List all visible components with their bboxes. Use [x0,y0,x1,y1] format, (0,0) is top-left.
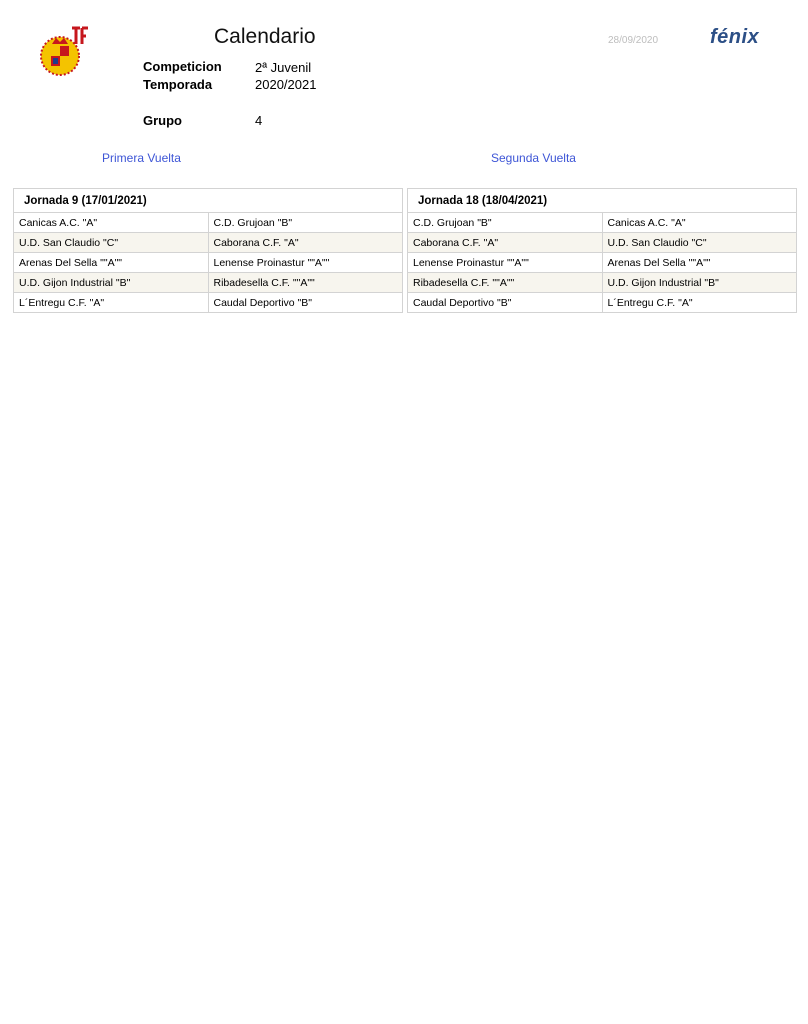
jornada-table-segunda [407,188,797,313]
jornada-title: Jornada 18 (18/04/2021) [408,189,797,213]
away-team: U.D. San Claudio "C" [602,233,797,253]
segunda-vuelta-link[interactable]: Segunda Vuelta [491,151,576,165]
primera-vuelta-link[interactable]: Primera Vuelta [102,151,181,165]
home-team: Canicas A.C. "A" [14,213,209,233]
temporada-label: Temporada [143,77,213,92]
grupo-value: 4 [255,113,263,128]
away-team: U.D. Gijon Industrial "B" [602,273,797,293]
home-team: Caborana C.F. "A" [408,233,603,253]
away-team: Canicas A.C. "A" [602,213,797,233]
home-team: Lenense Proinastur ""A"" [408,253,603,273]
competicion-value: 2ª Juvenil [255,60,312,75]
table-row [408,233,797,253]
away-team: Caborana C.F. "A" [208,233,403,253]
table-row [14,233,403,253]
away-team: L´Entregu C.F. "A" [602,293,797,313]
temporada-value: 2020/2021 [255,77,317,92]
home-team: Caudal Deportivo "B" [408,293,603,313]
away-team: Caudal Deportivo "B" [208,293,403,313]
table-row [14,253,403,273]
competicion-label: Competicion [143,59,222,74]
table-row [408,253,797,273]
home-team: Ribadesella C.F. ""A"" [408,273,603,293]
grupo-label: Grupo [143,113,182,128]
away-team: C.D. Grujoan "B" [208,213,403,233]
print-date: 28/09/2020 [608,35,659,46]
home-team: Arenas Del Sella ""A"" [14,253,209,273]
jornada-table-primera [13,188,403,313]
federation-crest-icon [36,22,90,80]
brand-logo: fénix [710,26,760,48]
table-row [408,293,797,313]
home-team: U.D. San Claudio "C" [14,233,209,253]
table-row [14,293,403,313]
table-row [14,213,403,233]
away-team: Arenas Del Sella ""A"" [602,253,797,273]
away-team: Lenense Proinastur ""A"" [208,253,403,273]
jornada-title: Jornada 9 (17/01/2021) [14,189,403,213]
home-team: C.D. Grujoan "B" [408,213,603,233]
table-row [408,273,797,293]
away-team: Ribadesella C.F. ""A"" [208,273,403,293]
page-title: Calendario [214,25,316,48]
home-team: U.D. Gijon Industrial "B" [14,273,209,293]
home-team: L´Entregu C.F. "A" [14,293,209,313]
table-row [408,213,797,233]
table-row [14,273,403,293]
